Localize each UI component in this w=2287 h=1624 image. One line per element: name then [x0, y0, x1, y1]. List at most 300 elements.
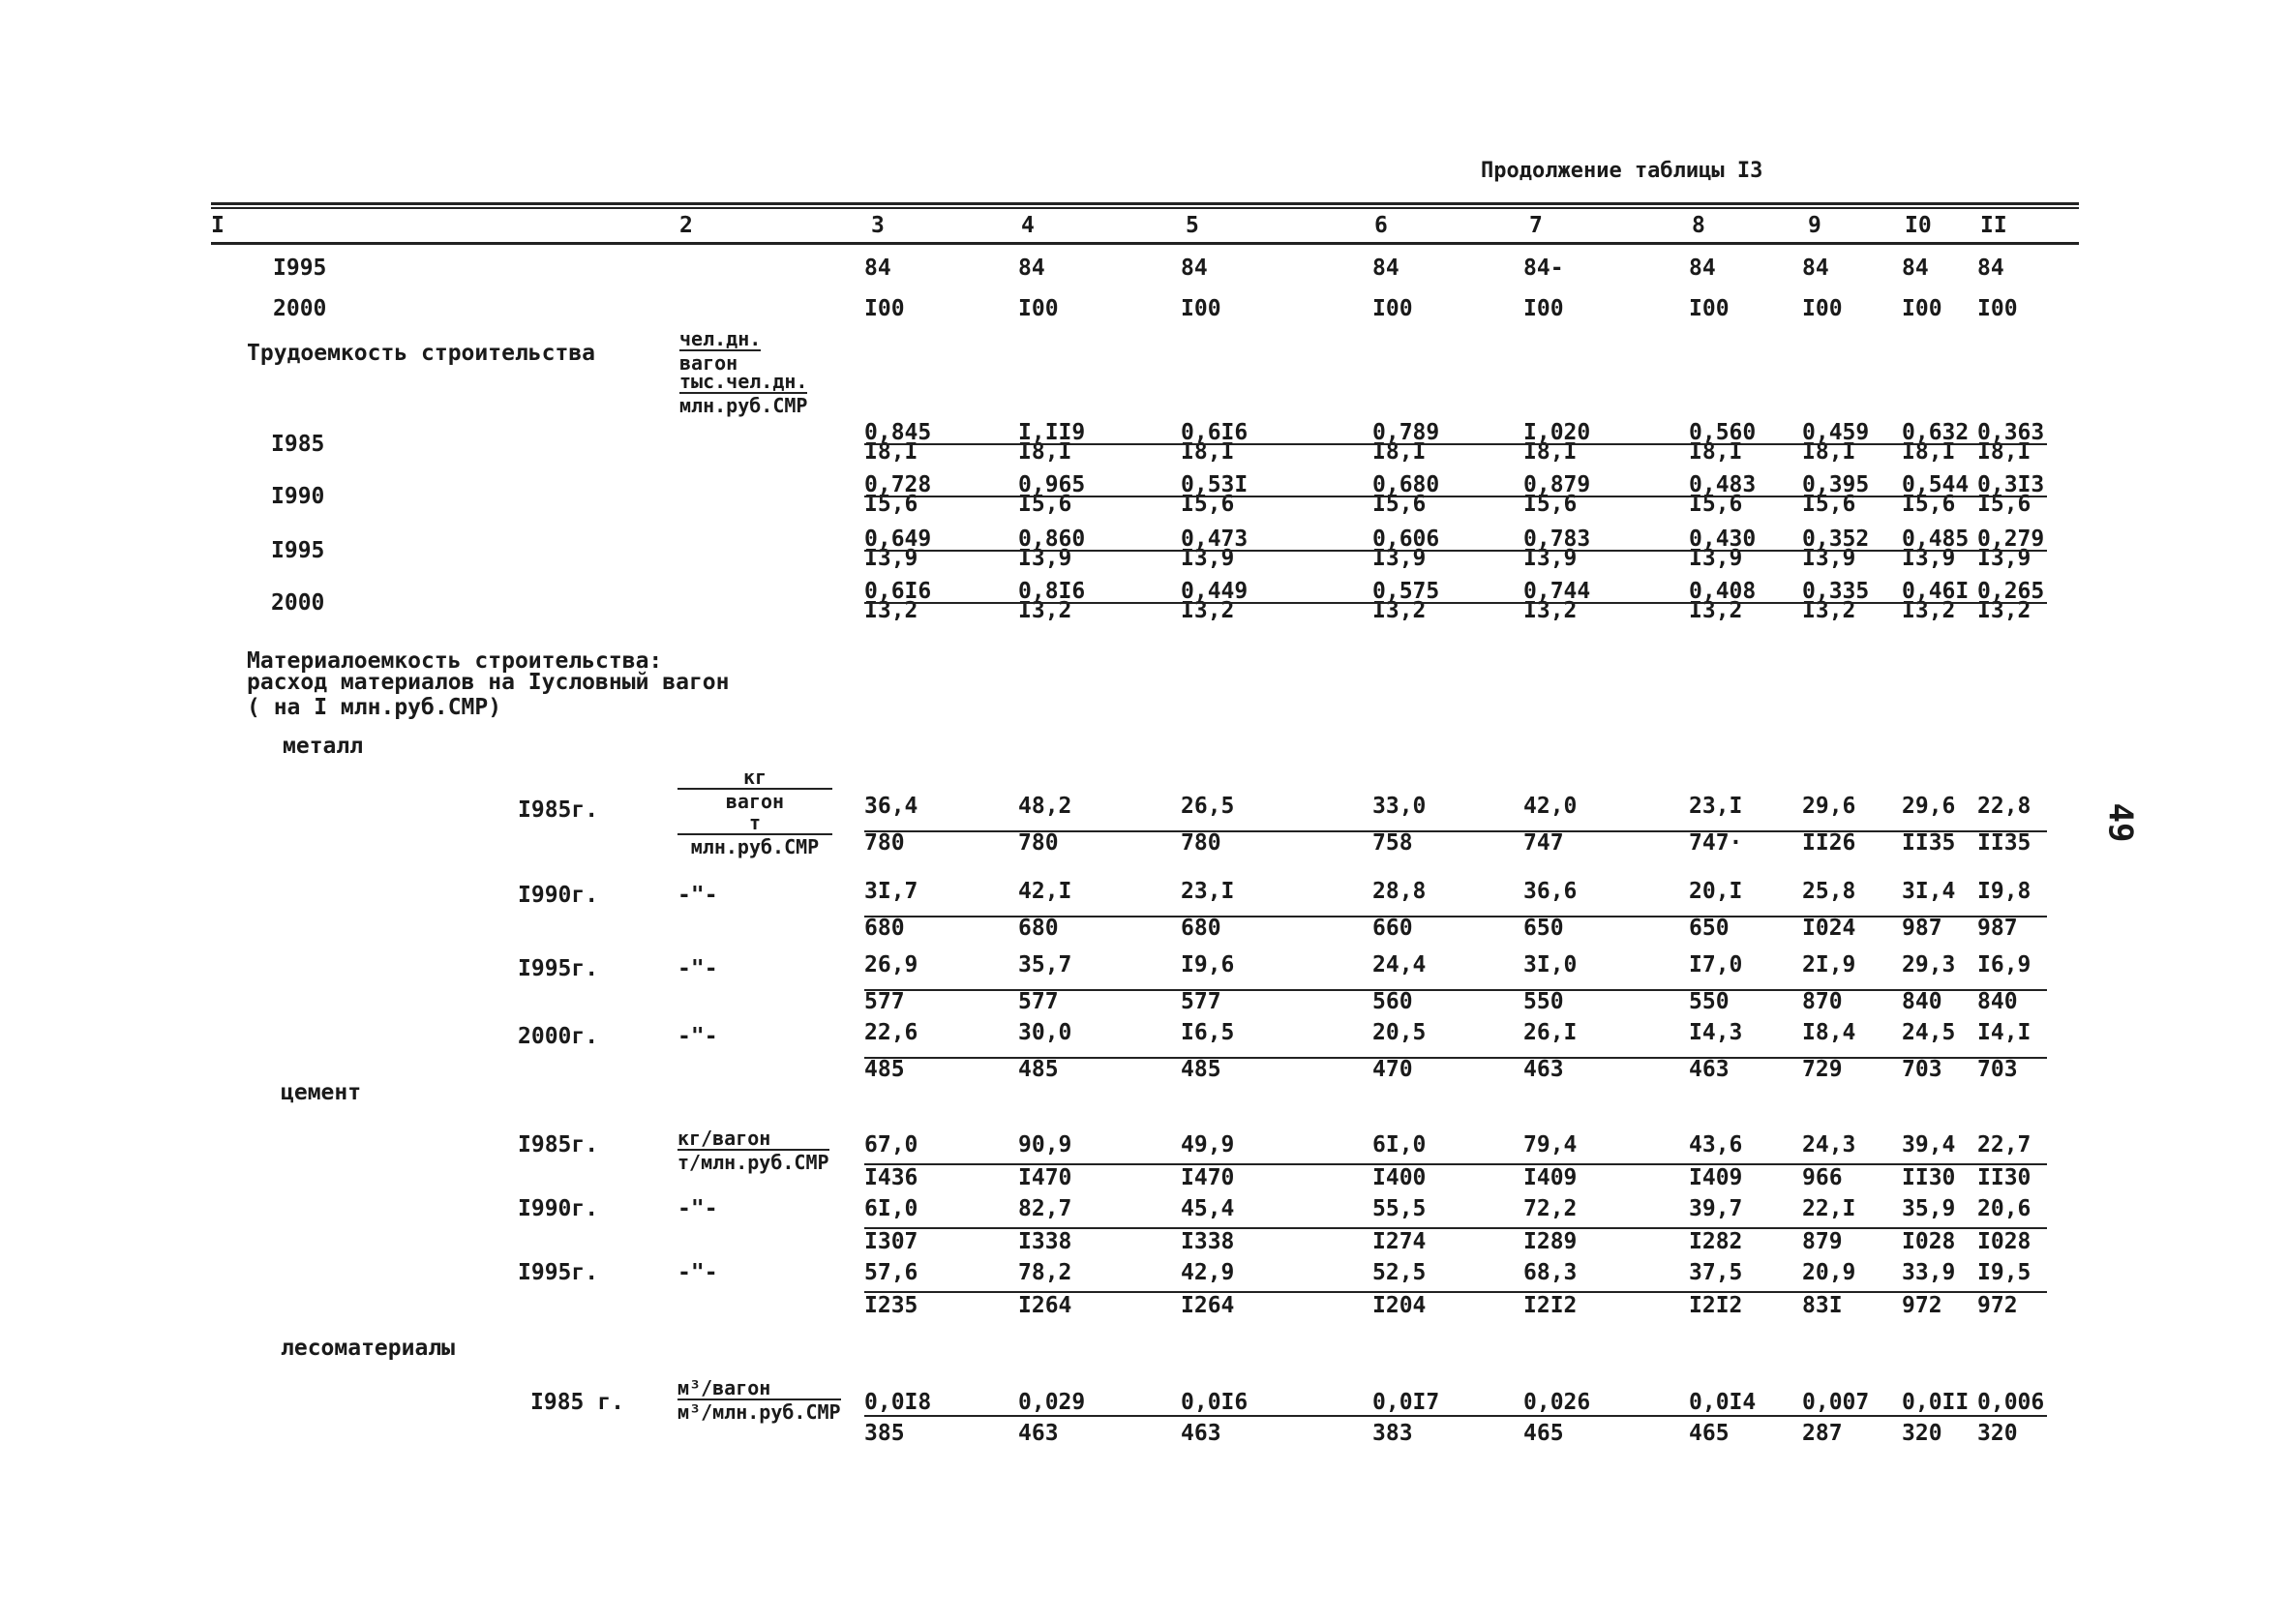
value-numerator: 0,649	[864, 526, 932, 552]
value-numerator: I6,9	[1977, 952, 2031, 977]
year-label: I985г.	[518, 1132, 599, 1158]
value-denominator: 83I	[1802, 1293, 1843, 1318]
value-denominator: I8,I	[1523, 439, 1578, 465]
value-numerator: 0,744	[1523, 579, 1591, 604]
labor-unit-num: чел.дн.	[679, 327, 762, 350]
year-label: I995	[273, 256, 327, 281]
value-numerator: 0,575	[1372, 579, 1440, 604]
value-numerator: 20,6	[1977, 1196, 2031, 1221]
fraction-rule	[864, 1415, 2047, 1417]
value-numerator: 20,5	[1372, 1020, 1427, 1045]
value-numerator: 25,8	[1802, 879, 1856, 904]
value-numerator: I,020	[1523, 420, 1591, 445]
value-denominator: 972	[1902, 1293, 1942, 1318]
table-caption: Продолжение таблицы I3	[1481, 159, 1763, 183]
value-denominator: 577	[864, 989, 905, 1014]
value-denominator: 550	[1689, 989, 1730, 1014]
value-numerator: I9,5	[1977, 1260, 2031, 1285]
value-denominator: 470	[1372, 1057, 1413, 1082]
share-value: 84	[864, 256, 891, 281]
value-numerator: 0,279	[1977, 526, 2045, 552]
fraction-rule	[864, 1227, 2047, 1229]
year-label: I985	[271, 432, 325, 457]
value-numerator: I,II9	[1018, 420, 1086, 445]
value-denominator: 383	[1372, 1421, 1413, 1446]
value-numerator: 0,8I6	[1018, 579, 1086, 604]
value-denominator: 840	[1977, 989, 2018, 1014]
share-value: 84	[1181, 256, 1208, 281]
value-denominator: 465	[1523, 1421, 1564, 1446]
value-numerator: 0,007	[1802, 1390, 1870, 1415]
value-denominator: I2I2	[1689, 1293, 1743, 1318]
value-numerator: 26,5	[1181, 794, 1235, 819]
value-denominator: I338	[1018, 1229, 1072, 1254]
value-denominator: I470	[1181, 1165, 1235, 1190]
value-numerator: 0,728	[864, 472, 932, 497]
value-denominator: I5,6	[1977, 492, 2031, 517]
value-denominator: I436	[864, 1165, 918, 1190]
value-denominator: 463	[1523, 1057, 1564, 1082]
value-numerator: 6I,0	[1372, 1132, 1427, 1158]
cement-unit	[677, 1128, 829, 1172]
value-denominator: I264	[1181, 1293, 1235, 1318]
value-denominator: 560	[1372, 989, 1413, 1014]
value-denominator: I3,9	[1902, 546, 1956, 571]
value-denominator: I289	[1523, 1229, 1578, 1254]
value-numerator: 0,352	[1802, 526, 1870, 552]
cement-unit-den: т/млн.руб.СМР	[677, 1151, 829, 1174]
value-numerator: 3I,4	[1902, 879, 1956, 904]
value-numerator: 6I,0	[864, 1196, 918, 1221]
value-numerator: 20,9	[1802, 1260, 1856, 1285]
value-numerator: 37,5	[1689, 1260, 1743, 1285]
value-numerator: 0,0I4	[1689, 1390, 1757, 1415]
value-denominator: I3,2	[1802, 598, 1856, 623]
column-number: 3	[871, 213, 885, 238]
year-label: I985 г.	[530, 1390, 624, 1415]
value-numerator: 0,473	[1181, 526, 1249, 552]
value-denominator: 780	[1018, 830, 1059, 856]
share-value: I00	[864, 296, 905, 321]
timber-unit-den: м³/млн.руб.СМР	[677, 1400, 841, 1424]
value-denominator: I3,2	[1018, 598, 1072, 623]
value-numerator: 24,3	[1802, 1132, 1856, 1158]
fraction-rule	[864, 496, 2047, 497]
value-denominator: 485	[1181, 1057, 1221, 1082]
value-numerator: 3I,0	[1523, 952, 1578, 977]
value-denominator: I3,9	[1018, 546, 1072, 571]
metal-unit-a	[677, 767, 832, 811]
value-denominator: 550	[1523, 989, 1564, 1014]
value-denominator: 650	[1689, 916, 1730, 941]
value-numerator: I4,I	[1977, 1020, 2031, 1045]
value-numerator: 0,544	[1902, 472, 1970, 497]
metal-unit2-num: т	[677, 813, 832, 835]
value-denominator: II30	[1902, 1165, 1956, 1190]
value-numerator: 24,5	[1902, 1020, 1956, 1045]
year-label: 2000	[271, 590, 325, 616]
labor-title: Трудоемкость строительства	[247, 341, 596, 366]
value-numerator: 67,0	[864, 1132, 918, 1158]
year-label: 2000	[273, 296, 327, 321]
value-denominator: I3,2	[1372, 598, 1427, 623]
fraction-rule	[864, 550, 2047, 552]
value-denominator: 987	[1902, 916, 1942, 941]
ditto-mark: -"-	[677, 1024, 718, 1049]
value-numerator: 23,I	[1181, 879, 1235, 904]
value-numerator: 0,408	[1689, 579, 1757, 604]
column-number: I	[211, 213, 225, 238]
value-denominator: 879	[1802, 1229, 1843, 1254]
value-denominator: 870	[1802, 989, 1843, 1014]
value-numerator: 36,4	[864, 794, 918, 819]
share-value: I00	[1689, 296, 1730, 321]
value-denominator: I5,6	[1523, 492, 1578, 517]
share-value: 84	[1902, 256, 1929, 281]
value-denominator: I8,I	[1977, 439, 2031, 465]
value-denominator: I024	[1802, 916, 1856, 941]
value-denominator: 463	[1018, 1421, 1059, 1446]
value-numerator: 26,9	[864, 952, 918, 977]
value-denominator: I5,6	[1181, 492, 1235, 517]
ditto-mark: -"-	[677, 1260, 718, 1285]
value-numerator: 0,449	[1181, 579, 1249, 604]
value-denominator: I3,9	[1372, 546, 1427, 571]
value-numerator: 55,5	[1372, 1196, 1427, 1221]
value-numerator: 24,4	[1372, 952, 1427, 977]
value-numerator: 78,2	[1018, 1260, 1072, 1285]
value-denominator: I5,6	[1902, 492, 1956, 517]
value-numerator: 29,3	[1902, 952, 1956, 977]
share-value: I00	[1523, 296, 1564, 321]
column-number: II	[1980, 213, 2007, 238]
value-numerator: 26,I	[1523, 1020, 1578, 1045]
value-numerator: 0,46I	[1902, 579, 1970, 604]
value-denominator: I028	[1902, 1229, 1956, 1254]
value-denominator: I3,2	[1977, 598, 2031, 623]
value-denominator: 780	[864, 830, 905, 856]
share-value: I00	[1372, 296, 1413, 321]
value-numerator: I4,3	[1689, 1020, 1743, 1045]
value-numerator: I7,0	[1689, 952, 1743, 977]
value-numerator: 35,9	[1902, 1196, 1956, 1221]
fraction-rule	[864, 1163, 2047, 1165]
value-denominator: 320	[1902, 1421, 1942, 1446]
value-numerator: 48,2	[1018, 794, 1072, 819]
metal-unit-b	[677, 813, 832, 857]
share-value: 84	[1689, 256, 1716, 281]
share-value: I00	[1802, 296, 1843, 321]
value-numerator: I9,6	[1181, 952, 1235, 977]
value-denominator: I3,2	[864, 598, 918, 623]
value-numerator: 0,6I6	[1181, 420, 1249, 445]
value-numerator: 0,363	[1977, 420, 2045, 445]
value-numerator: 0,3I3	[1977, 472, 2045, 497]
fraction-rule	[864, 443, 2047, 445]
value-denominator: I400	[1372, 1165, 1427, 1190]
value-numerator: 0,395	[1802, 472, 1870, 497]
value-numerator: 0,485	[1902, 526, 1970, 552]
timber-unit-num: м³/вагон	[677, 1378, 841, 1400]
value-numerator: 72,2	[1523, 1196, 1578, 1221]
value-denominator: I5,6	[864, 492, 918, 517]
value-denominator: I2I2	[1523, 1293, 1578, 1318]
value-numerator: 3I,7	[864, 879, 918, 904]
value-numerator: 0,0I7	[1372, 1390, 1440, 1415]
metal-unit-den: вагон	[725, 790, 785, 813]
value-numerator: 29,6	[1802, 794, 1856, 819]
value-numerator: 0,0II	[1902, 1390, 1970, 1415]
labor-unit2-num: тыс.чел.дн.	[679, 370, 808, 393]
fraction-rule	[864, 830, 2047, 832]
metal-label: металл	[283, 734, 364, 759]
value-denominator: 485	[1018, 1057, 1059, 1082]
materials-title-3: ( на I млн.руб.СМР)	[247, 695, 502, 720]
value-numerator: 43,6	[1689, 1132, 1743, 1158]
value-denominator: I3,2	[1902, 598, 1956, 623]
column-number: I0	[1905, 213, 1932, 238]
value-numerator: 39,4	[1902, 1132, 1956, 1158]
year-label: I990г.	[518, 883, 599, 908]
year-label: 2000г.	[518, 1024, 599, 1049]
value-denominator: I3,9	[1802, 546, 1856, 571]
value-numerator: 0,430	[1689, 526, 1757, 552]
value-numerator: 79,4	[1523, 1132, 1578, 1158]
value-numerator: I6,5	[1181, 1020, 1235, 1045]
metal-unit2-den: млн.руб.СМР	[690, 835, 820, 858]
materials-title-1: Материалоемкость строительства:	[247, 648, 663, 674]
value-denominator: I274	[1372, 1229, 1427, 1254]
fraction-rule	[864, 602, 2047, 604]
value-denominator: 758	[1372, 830, 1413, 856]
column-number: 4	[1021, 213, 1035, 238]
value-numerator: 0,0I6	[1181, 1390, 1249, 1415]
value-denominator: I282	[1689, 1229, 1743, 1254]
share-value: 84	[1018, 256, 1045, 281]
fraction-rule	[864, 916, 2047, 917]
value-numerator: 0,965	[1018, 472, 1086, 497]
value-denominator: I235	[864, 1293, 918, 1318]
value-numerator: 0,53I	[1181, 472, 1249, 497]
value-denominator: I3,2	[1523, 598, 1578, 623]
value-denominator: 320	[1977, 1421, 2018, 1446]
value-denominator: I470	[1018, 1165, 1072, 1190]
value-numerator: 22,6	[864, 1020, 918, 1045]
materials-title-2: расход материалов на Iусловный вагон	[247, 670, 730, 695]
cement-label: цемент	[281, 1080, 362, 1105]
value-numerator: I8,4	[1802, 1020, 1856, 1045]
value-numerator: 33,9	[1902, 1260, 1956, 1285]
value-denominator: II30	[1977, 1165, 2031, 1190]
ditto-mark: -"-	[677, 883, 718, 908]
value-numerator: 22,8	[1977, 794, 2031, 819]
timber-unit	[677, 1378, 841, 1422]
column-number: 7	[1529, 213, 1543, 238]
value-denominator: I3,9	[1523, 546, 1578, 571]
value-numerator: 0,606	[1372, 526, 1440, 552]
value-denominator: 465	[1689, 1421, 1730, 1446]
labor-unit-a	[679, 329, 761, 373]
value-numerator: 42,0	[1523, 794, 1578, 819]
labor-unit-den: вагон	[679, 351, 738, 375]
metal-unit-num: кг	[677, 767, 832, 790]
year-label: I995г.	[518, 1260, 599, 1285]
value-denominator: 577	[1181, 989, 1221, 1014]
value-denominator: 287	[1802, 1421, 1843, 1446]
value-numerator: 90,9	[1018, 1132, 1072, 1158]
value-denominator: I8,I	[1689, 439, 1743, 465]
value-denominator: I8,I	[1902, 439, 1956, 465]
value-numerator: 20,I	[1689, 879, 1743, 904]
value-denominator: I3,9	[1181, 546, 1235, 571]
value-numerator: 0,6I6	[864, 579, 932, 604]
value-numerator: 0,860	[1018, 526, 1086, 552]
value-denominator: 463	[1689, 1057, 1730, 1082]
year-label: I990	[271, 484, 325, 509]
value-denominator: 987	[1977, 916, 2018, 941]
value-numerator: 42,I	[1018, 879, 1072, 904]
share-value: 84-	[1523, 256, 1564, 281]
value-denominator: 966	[1802, 1165, 1843, 1190]
column-number-rule	[211, 242, 2079, 245]
year-label: I995г.	[518, 956, 599, 981]
value-numerator: 28,8	[1372, 879, 1427, 904]
column-number: 6	[1374, 213, 1388, 238]
value-numerator: 0,560	[1689, 420, 1757, 445]
table-top-rule-2	[211, 207, 2079, 209]
column-number: 9	[1808, 213, 1821, 238]
value-denominator: I5,6	[1802, 492, 1856, 517]
value-denominator: I3,2	[1181, 598, 1235, 623]
value-numerator: 52,5	[1372, 1260, 1427, 1285]
fraction-rule	[864, 1057, 2047, 1059]
column-number: 8	[1692, 213, 1705, 238]
value-denominator: 840	[1902, 989, 1942, 1014]
share-value: 84	[1372, 256, 1399, 281]
value-numerator: I9,8	[1977, 879, 2031, 904]
value-denominator: I307	[864, 1229, 918, 1254]
value-denominator: I3,2	[1689, 598, 1743, 623]
page-number: 49	[2100, 802, 2140, 843]
value-denominator: I5,6	[1372, 492, 1427, 517]
fraction-rule	[864, 989, 2047, 991]
cement-unit-num: кг/вагон	[677, 1128, 829, 1151]
value-denominator: 703	[1977, 1057, 2018, 1082]
value-denominator: I338	[1181, 1229, 1235, 1254]
labor-unit2-den: млн.руб.СМР	[679, 394, 808, 417]
value-numerator: 35,7	[1018, 952, 1072, 977]
value-numerator: 0,483	[1689, 472, 1757, 497]
value-numerator: 57,6	[864, 1260, 918, 1285]
share-value: I00	[1902, 296, 1942, 321]
value-numerator: 49,9	[1181, 1132, 1235, 1158]
value-denominator: I8,I	[1802, 439, 1856, 465]
value-numerator: 0,680	[1372, 472, 1440, 497]
value-numerator: 2I,9	[1802, 952, 1856, 977]
share-value: I00	[1977, 296, 2018, 321]
value-numerator: 0,265	[1977, 579, 2045, 604]
value-numerator: 0,029	[1018, 1390, 1086, 1415]
value-numerator: 0,879	[1523, 472, 1591, 497]
value-denominator: I264	[1018, 1293, 1072, 1318]
value-denominator: 747	[1523, 830, 1564, 856]
value-numerator: 22,I	[1802, 1196, 1856, 1221]
value-denominator: I8,I	[1372, 439, 1427, 465]
value-numerator: 0,006	[1977, 1390, 2045, 1415]
value-numerator: 0,335	[1802, 579, 1870, 604]
value-denominator: I3,9	[1689, 546, 1743, 571]
value-denominator: 972	[1977, 1293, 2018, 1318]
value-denominator: 703	[1902, 1057, 1942, 1082]
value-numerator: 0,789	[1372, 420, 1440, 445]
value-denominator: II35	[1902, 830, 1956, 856]
value-numerator: 29,6	[1902, 794, 1956, 819]
value-denominator: 660	[1372, 916, 1413, 941]
value-numerator: 36,6	[1523, 879, 1578, 904]
value-denominator: 747·	[1689, 830, 1743, 856]
value-denominator: 680	[1181, 916, 1221, 941]
value-denominator: 729	[1802, 1057, 1843, 1082]
value-numerator: 0,0I8	[864, 1390, 932, 1415]
value-numerator: 0,459	[1802, 420, 1870, 445]
share-value: 84	[1802, 256, 1829, 281]
column-number: 2	[679, 213, 693, 238]
value-numerator: 45,4	[1181, 1196, 1235, 1221]
value-denominator: I409	[1689, 1165, 1743, 1190]
ditto-mark: -"-	[677, 1196, 718, 1221]
value-numerator: 33,0	[1372, 794, 1427, 819]
value-numerator: 22,7	[1977, 1132, 2031, 1158]
value-denominator: I5,6	[1689, 492, 1743, 517]
value-denominator: 680	[864, 916, 905, 941]
value-denominator: I5,6	[1018, 492, 1072, 517]
value-numerator: 68,3	[1523, 1260, 1578, 1285]
value-denominator: II26	[1802, 830, 1856, 856]
value-numerator: 39,7	[1689, 1196, 1743, 1221]
share-value: 84	[1977, 256, 2004, 281]
share-value: I00	[1018, 296, 1059, 321]
value-denominator: I409	[1523, 1165, 1578, 1190]
value-denominator: 463	[1181, 1421, 1221, 1446]
value-numerator: 0,632	[1902, 420, 1970, 445]
value-numerator: 0,845	[864, 420, 932, 445]
fraction-rule	[864, 1291, 2047, 1293]
value-numerator: 23,I	[1689, 794, 1743, 819]
value-numerator: 30,0	[1018, 1020, 1072, 1045]
value-denominator: 385	[864, 1421, 905, 1446]
value-denominator: I028	[1977, 1229, 2031, 1254]
share-value: I00	[1181, 296, 1221, 321]
value-denominator: 577	[1018, 989, 1059, 1014]
value-denominator: I3,9	[1977, 546, 2031, 571]
value-denominator: I8,I	[1181, 439, 1235, 465]
value-denominator: 680	[1018, 916, 1059, 941]
value-denominator: I8,I	[864, 439, 918, 465]
value-numerator: 42,9	[1181, 1260, 1235, 1285]
value-numerator: 0,026	[1523, 1390, 1591, 1415]
ditto-mark: -"-	[677, 956, 718, 981]
value-denominator: I204	[1372, 1293, 1427, 1318]
value-denominator: 780	[1181, 830, 1221, 856]
year-label: I985г.	[518, 797, 599, 823]
value-numerator: 82,7	[1018, 1196, 1072, 1221]
year-label: I995	[271, 538, 325, 563]
value-denominator: I3,9	[864, 546, 918, 571]
year-label: I990г.	[518, 1196, 599, 1221]
table-top-rule	[211, 202, 2079, 205]
column-number: 5	[1186, 213, 1199, 238]
value-denominator: II35	[1977, 830, 2031, 856]
